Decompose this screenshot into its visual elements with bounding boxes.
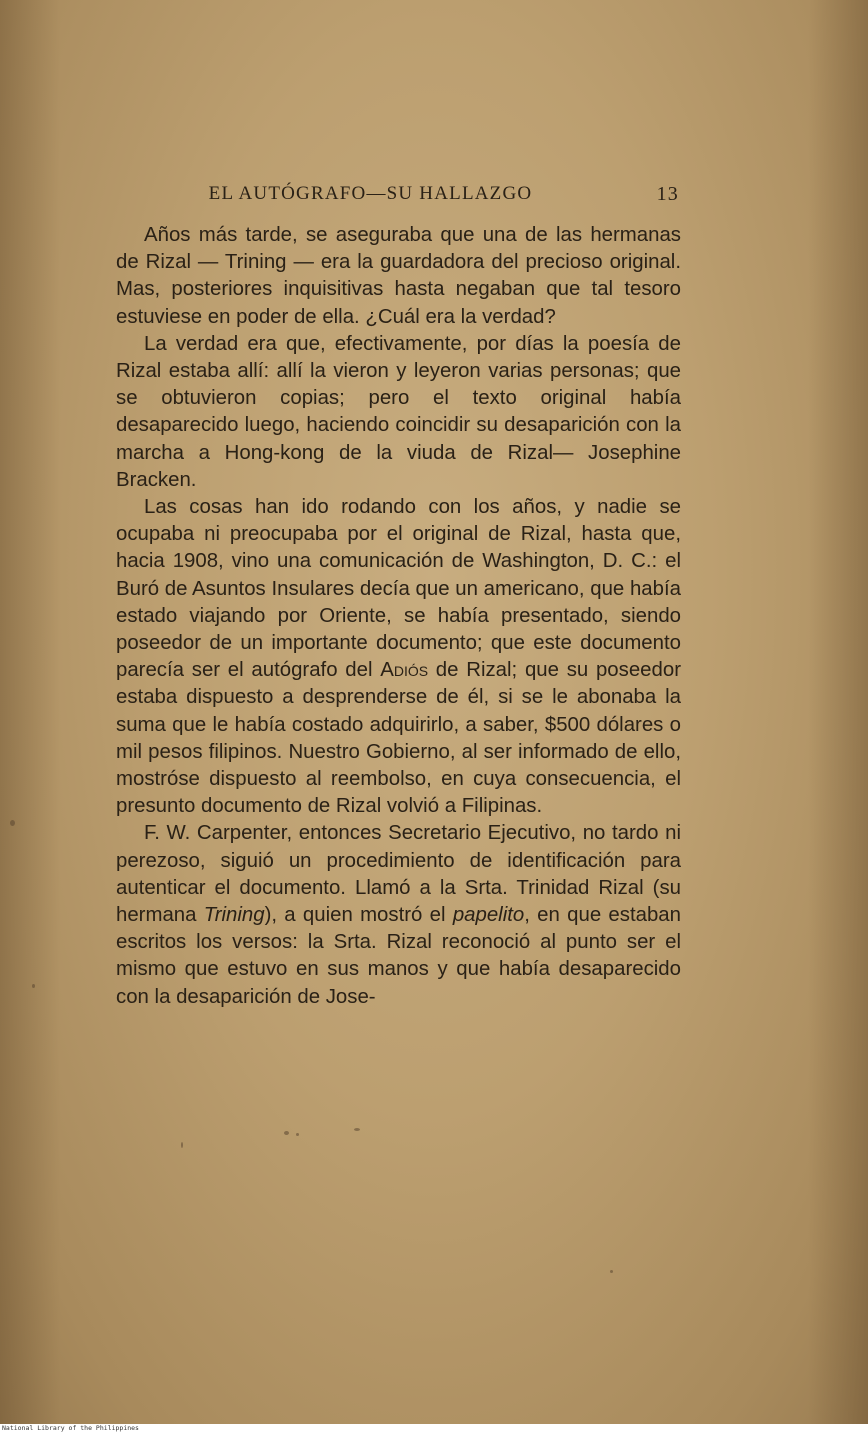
body-text xyxy=(116,222,681,1011)
paragraph-3-text-b: de Rizal; que su poseedor estaba dispuesto a desprenderse de él, si se le abonaba la suma que le había costado adquirirlo, a saber, $500 dólares o mil pesos filipinos. Nuestro Gobierno, al ser informado de ello, mostróse dispuesto al reembolso, en cuya consecuencia, el presunto documento de Rizal volvió a Filipinas. xyxy=(116,659,681,818)
paper-speck xyxy=(32,984,35,988)
library-credit: National Library of the Philippines xyxy=(2,1424,139,1432)
paper-speck xyxy=(284,1131,289,1135)
paper-speck xyxy=(296,1133,299,1136)
italic-papelito: papelito xyxy=(452,904,525,927)
running-title: EL AUTÓGRAFO—SU HALLAZGO xyxy=(208,183,533,204)
paper-speck xyxy=(610,1270,613,1273)
left-edge-shadow xyxy=(0,0,60,1424)
poem-title-adios: Adiós xyxy=(380,659,429,682)
paragraph-2 xyxy=(116,331,681,494)
right-edge-shadow xyxy=(808,0,868,1424)
paragraph-3-text-a: Las cosas han ido rodando con los años, y nadie se ocupaba ni preocupaba por el original de Rizal, hasta que, hacia 1908, vino una comunicación de Washington, D. C.: el Buró de Asuntos Insulares decía que un americano, que había estado viajando por Oriente, se había presentado, siendo poseedor de un importante documento; que este documento parecía ser el autógrafo del xyxy=(116,496,681,682)
italic-trining: Trining xyxy=(203,904,265,927)
running-head xyxy=(143,183,683,213)
paragraph-2-text: La verdad era que, efectivamente, por días la poesía de Rizal estaba allí: allí la vieron y leyeron varias personas; que se obtuvieron copias; pero el texto original había desaparecido luego, haciendo coincidir su desaparición con la marcha a Hong-kong de la viuda de Rizal— Josephine Bracken. xyxy=(116,332,681,491)
paragraph-4-text-b: ), a quien mostró el xyxy=(264,904,453,927)
paper-speck xyxy=(10,820,15,826)
paragraph-4 xyxy=(116,820,681,1010)
paper-speck xyxy=(354,1128,360,1131)
footer-strip xyxy=(0,1424,868,1433)
paragraph-4-text-a: F. W. Carpenter, entonces Secretario Ejecutivo, no tardo ni perezoso, siguió un procedimiento de identificación para autenticar el documento. Llamó a la Srta. Trinidad Rizal (su hermana xyxy=(116,822,681,927)
paragraph-3 xyxy=(116,494,681,820)
paragraph-4-text-c: , en que estaban escritos los versos: la Srta. Rizal reconoció al punto ser el mismo que estuvo en sus manos y que había desaparecido con la desaparición de Jose- xyxy=(116,904,681,1008)
page-number: 13 xyxy=(656,183,679,205)
paper-speck xyxy=(181,1142,183,1148)
paragraph-1 xyxy=(116,222,681,331)
paragraph-1-text: Años más tarde, se aseguraba que una de las hermanas de Rizal — Trining — era la guardadora del precioso original. Mas, posteriores inquisitivas hasta negaban que tal tesoro estuviese en poder de ella. ¿Cuál era la verdad? xyxy=(116,224,681,328)
